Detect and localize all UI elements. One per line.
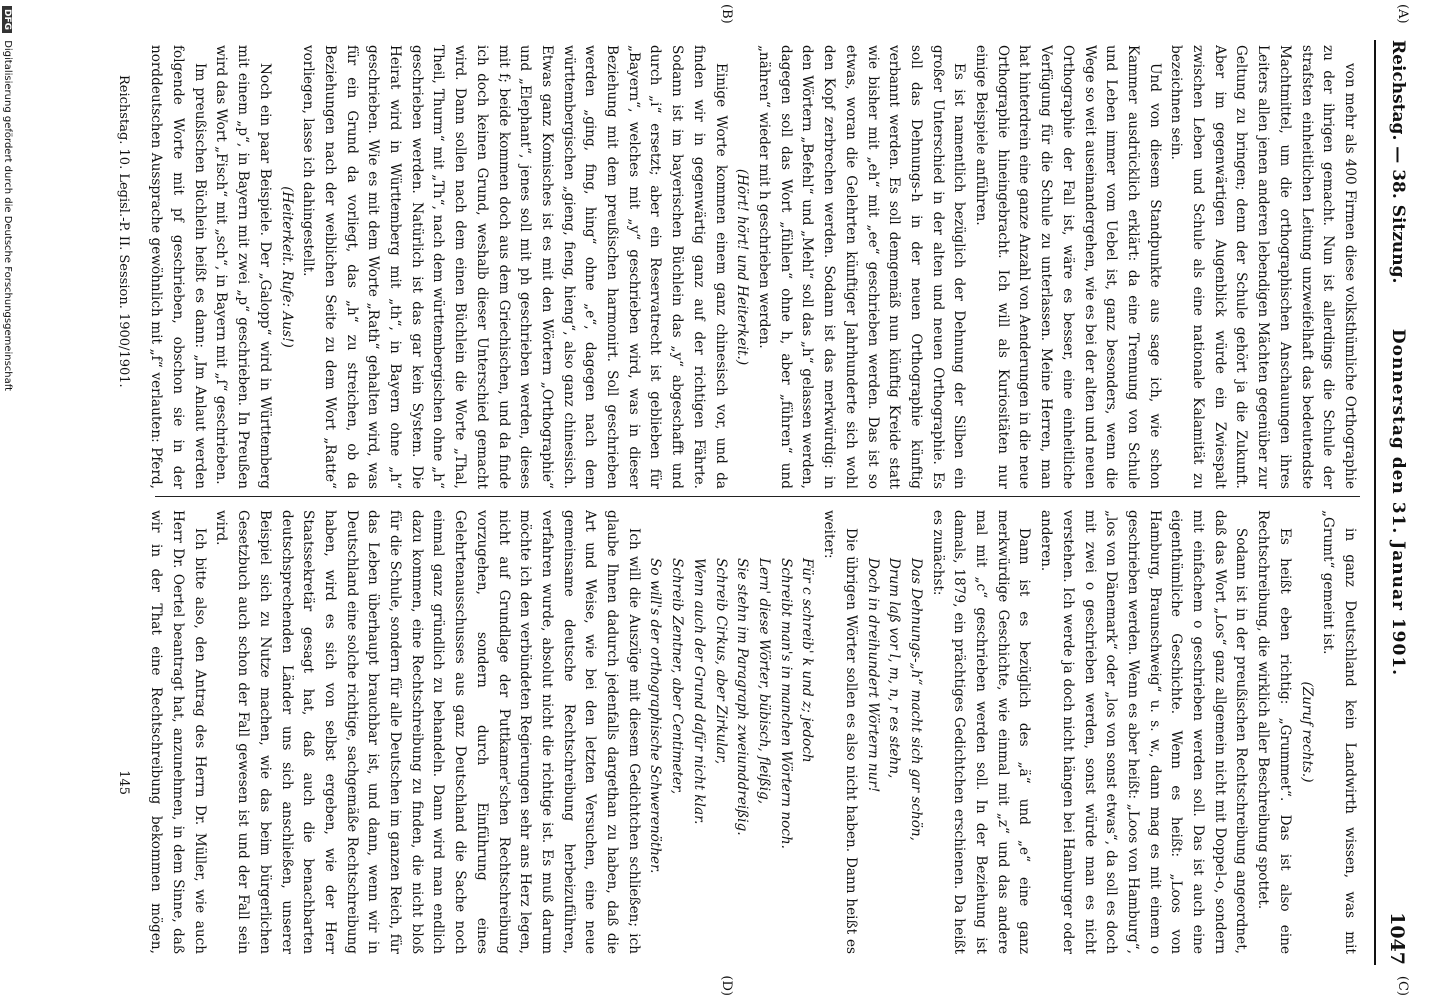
paragraph: Dann ist es bezüglich des „ä“ und „e“ eine ganz merkwürdige Geschichte, wie einmal mit „z“ und das andere mal mit „c“ geschrieben werden soll. In der Beziehung ist damals, 1879, ein prächtiges Gedichtchen erschienen. Da heißt es zunächst: (929, 510, 1033, 954)
margin-marker-a: (A) (1395, 4, 1410, 24)
header-date: Donnerstag den 31. Januar 1901. (1388, 328, 1408, 677)
interjection: (Zuruf rechts.) (1298, 681, 1315, 783)
verse-line: Sie stehn im Paragraph zweiunddreißig. (734, 558, 751, 836)
paragraph: Und von diesem Standpunkte aus sage ich, wie schon Kammer ausdrücklich erklärt: da eine Trennung von Schule und Leben immer vom Uebel ist, ganz besonders, wenn die Wege so weit auseinandergehen, wie es bei der alten und neuen Orthographie der Fall ist, wäre es besser, eine einheitliche Verfügung für die Schule zu unterlassen. Meine Herren, man hat hinterdrein eine ganze Anzahl von Aenderungen in die neue Orthographie hineingebracht. Ich will als Kuriositäten nur einige Beispiele anführen. (973, 45, 1163, 489)
verse-line: Das Dehnungs-„h“ macht sich gar schön, (907, 558, 924, 841)
page-number: 1047 (1386, 912, 1408, 965)
footer-sheet-number: 145 (116, 770, 131, 795)
verse-line: Wenn auch der Grund dafür nicht klar. (690, 558, 707, 825)
paragraph: in ganz Deutschland kein Landwirth wissen, was mit „Grumt“ gemeint ist. (1320, 510, 1358, 954)
margin-marker-d: (D) (719, 975, 734, 996)
text-column-right (145, 510, 1360, 954)
verse-line: Lern' diese Wörter, bübisch, fleißig, (756, 558, 773, 805)
dfg-logo-icon: DFG (2, 6, 12, 33)
page-header (1374, 40, 1414, 965)
paragraph: Sodann ist in der preußischen Rechtschreibung angeordnet, daß das Wort „Los“ ganz allgemein nicht mit Doppel-o, sondern mit einfachem o geschrieben werden soll. Das ist auch eine eigenthümliche Geschichte. Wenn es heißt: „Loos von Hamburg, Braunschweig“ u. s. w., dann mag es mit einem o geschrieben werden. Wenn es aber heißt: „Loos von Hamburg“, „los von Dänemark“ oder „los von sonst etwas“, da soll es doch mit zwei o geschrieben werden, sonst würde man es nicht verstehen. Ich werde ja doch nicht hängen bei Hamburger oder anderen. (1038, 510, 1250, 954)
column-divider (155, 496, 1360, 497)
footer-legislature: Reichstag. 10. Legisl.-P. II. Session. 1900/1901. (116, 75, 131, 388)
paragraph: Ich bitte also, den Antrag des Herrn Dr. Müller, wie auch Herr Dr. Oertel beantragt hat, anzunehmen, in dem Sinne, daß wir in der That eine Rechtschreibung bekommen mögen, (148, 510, 208, 954)
paragraph: Die übrigen Wörter sollen es also nicht haben. Dann heißt es weiter: (821, 510, 859, 954)
verse-line: Schreibt man's in manchen Wörtern noch. (777, 558, 794, 849)
paragraph: Es ist namentlich bezüglich der Dehnung der Silben ein großer Unterschied in der alten und neuen Orthographie. Es soll das Dehnungs-h in der neuen Orthographie künftig verbannt werden. Es soll demgemäß nun künftig Kreide statt wie bisher mit „eh“ mit „ee“ geschrieben werden. Das ist so etwas, woran die Gelehrten künftiger Jahrhunderte sich wohl den Kopf zerbrechen werden. Sodann ist das merkwürdig: in den Wörtern „Befehl“ und „Mehl“ soll das „h“ gelassen werden, dagegen soll das Wort „fühlen“ ohne h, aber „führen“ und „nähren“ wieder mit h geschrieben werden. (756, 45, 968, 489)
paragraph: Noch ein paar Beispiele. Der „Galopp“ wird in Württemberg mit einem „p“, in Bayern mit zwei „p“ geschrieben. In Preußen wird das Wort „Fisch“ mit „sch“, in Bayern mit „ſ“ geschrieben. (213, 45, 273, 489)
verse-line: Schreib Zentner, aber Centimeter, (669, 558, 686, 795)
verse-line: Drum laß vor l, m, n, r es stehn, (886, 558, 903, 779)
credit-text: Digitalisierung gefördert durch die Deutsche Forschungsgemeinschaft (2, 40, 13, 392)
paragraph: Im preußischen Büchlein heißt es dann: „Im Anlaut werden folgende Worte mit pf geschrieben, obschon sie in der norddeutschen Aussprache gewöhnlich mit „f“ verlauten: Pferd, (148, 45, 208, 489)
paragraph: von mehr als 400 Firmen diese volksthümliche Orthographie zu der ihrigen gemacht. Nun ist allerdings die Schule der strafsten einheitlichen Leitung unzweifelhaft das bedeutendste Machtmittel, um die orthographischen Anschauungen ihres Leiters allen jenen anderen lebendigen Mächten gegenüber zur Geltung zu bringen; denn der Schule gehört ja die Zukunft. Aber im gegenwärtigen Augenblick würde ein Zwiespalt zwischen Leben und Schule als eine nationale Kalamität zu bezeichnen sein. (1168, 45, 1358, 489)
digitization-credit (2, 0, 13, 1006)
margin-marker-c: (C) (1395, 975, 1410, 996)
interjection: (Heiterkeit. Rufe: Aus!) (278, 186, 295, 348)
interjection: (Hört! hört! und Heiterkeit.) (734, 168, 751, 366)
paragraph: Ich will die Auszüge mit diesem Gedichtchen schließen; ich glaube Ihnen dadurch jedenfalls dargethan zu haben, daß die Art und Weise, wie bei den letzten Versuchen, eine neue gemeinsame deutsche Rechtschreibung herbeizuführen, verfahren wurde, absolut nicht die richtige ist. Es muß darum möchte ich den verbündeten Regierungen sehr ans Herz legen, nicht auf Grundlage der Puttkamer'schen Rechtschreibung vorzugehen, sondern durch Einführung eines Gelehrtenausschusses aus ganz Deutschland die Sache noch einmal ganz gründlich zu behandeln. Dann wird man endlich dazu kommen, eine Rechtschreibung zu finden, die nicht bloß für die Schule, sondern für alle Deutschen im ganzen Reich, für das Leben überhaupt brauchbar ist, und dann, wenn wir in Deutschland eine solche richtige, sachgemäße Rechtschreibung haben, wird es sich von selbst ergeben, wie der Herr Staatssekretär gesagt hat, daß auch die benachbarten deutschsprechenden Länder uns sich anschließen, unserer Beispiel sich zu Nutze machen, wie das beim bürgerlichen Gesetzbuch auch schon der Fall gewesen ist und der Fall sein wird. (213, 510, 642, 954)
paragraph: Es heißt eben richtig: „Grummet“. Das ist also eine Rechtschreibung, die wirklich aller Beschreibung spottet. (1255, 510, 1293, 954)
paragraph: Einige Worte kommen einem ganz chinesisch vor, und da finden wir in gegenwärtig ganz auf der richtigen Fährte. Sodann ist im bayerischen Büchlein das „y“ abgeschafft und durch „i“ ersetzt; aber ein Reservatrecht ist geblieben für „Bayern“, welches mit „y“ geschrieben wird, was in dieser Beziehung mit dem preußischen harmonirt. Soll geschrieben werden „ging, fing, hing“ ohne „e“, dagegen nach dem württembergischen „gieng, fieng, hieng“, also ganz chinesisch. Etwas ganz Komisches ist es mit den Wörtern „Orthographie“ und „Elephant“, jenes soll mit ph geschrieben werden, dieses mit f; beide kommen doch aus dem Griechischen, und da finde ich doch keinen Grund, weshalb dieser Unterschied gemacht wird. Dann sollen nach dem einen Büchlein die Worte „Thal, Theil, Thurm“ mit „Th“, nach dem württembergischen ohne „h“ geschrieben werden. Natürlich ist das gar kein System. Die Heirat wird in Württemberg mit „th“, in Bayern ohne „h“ geschrieben. Wie es mit dem Worte „Rath“ gehalten wird, was für ein Grund da vorliegt, das „h“ zu streichen, ob da Beziehungen nach der weiblichen Seite zu dem Wort „Ratte“ vorliegen, lasse ich dahingestellt. (300, 45, 729, 489)
verse-line: So will's der orthographische Schwerenöther. (647, 558, 664, 874)
verse-line: Doch in dreihundert Wörtern nur! (864, 558, 881, 793)
margin-marker-b: (B) (719, 4, 734, 24)
text-column-left (145, 45, 1360, 489)
verse-line: Für c schreib' k und z; jedoch (799, 558, 816, 763)
verse-line: Schreib Cirkus, aber Zirkular, (712, 558, 729, 765)
header-session-title: Reichstag. — 38. Sitzung. (1388, 40, 1408, 284)
